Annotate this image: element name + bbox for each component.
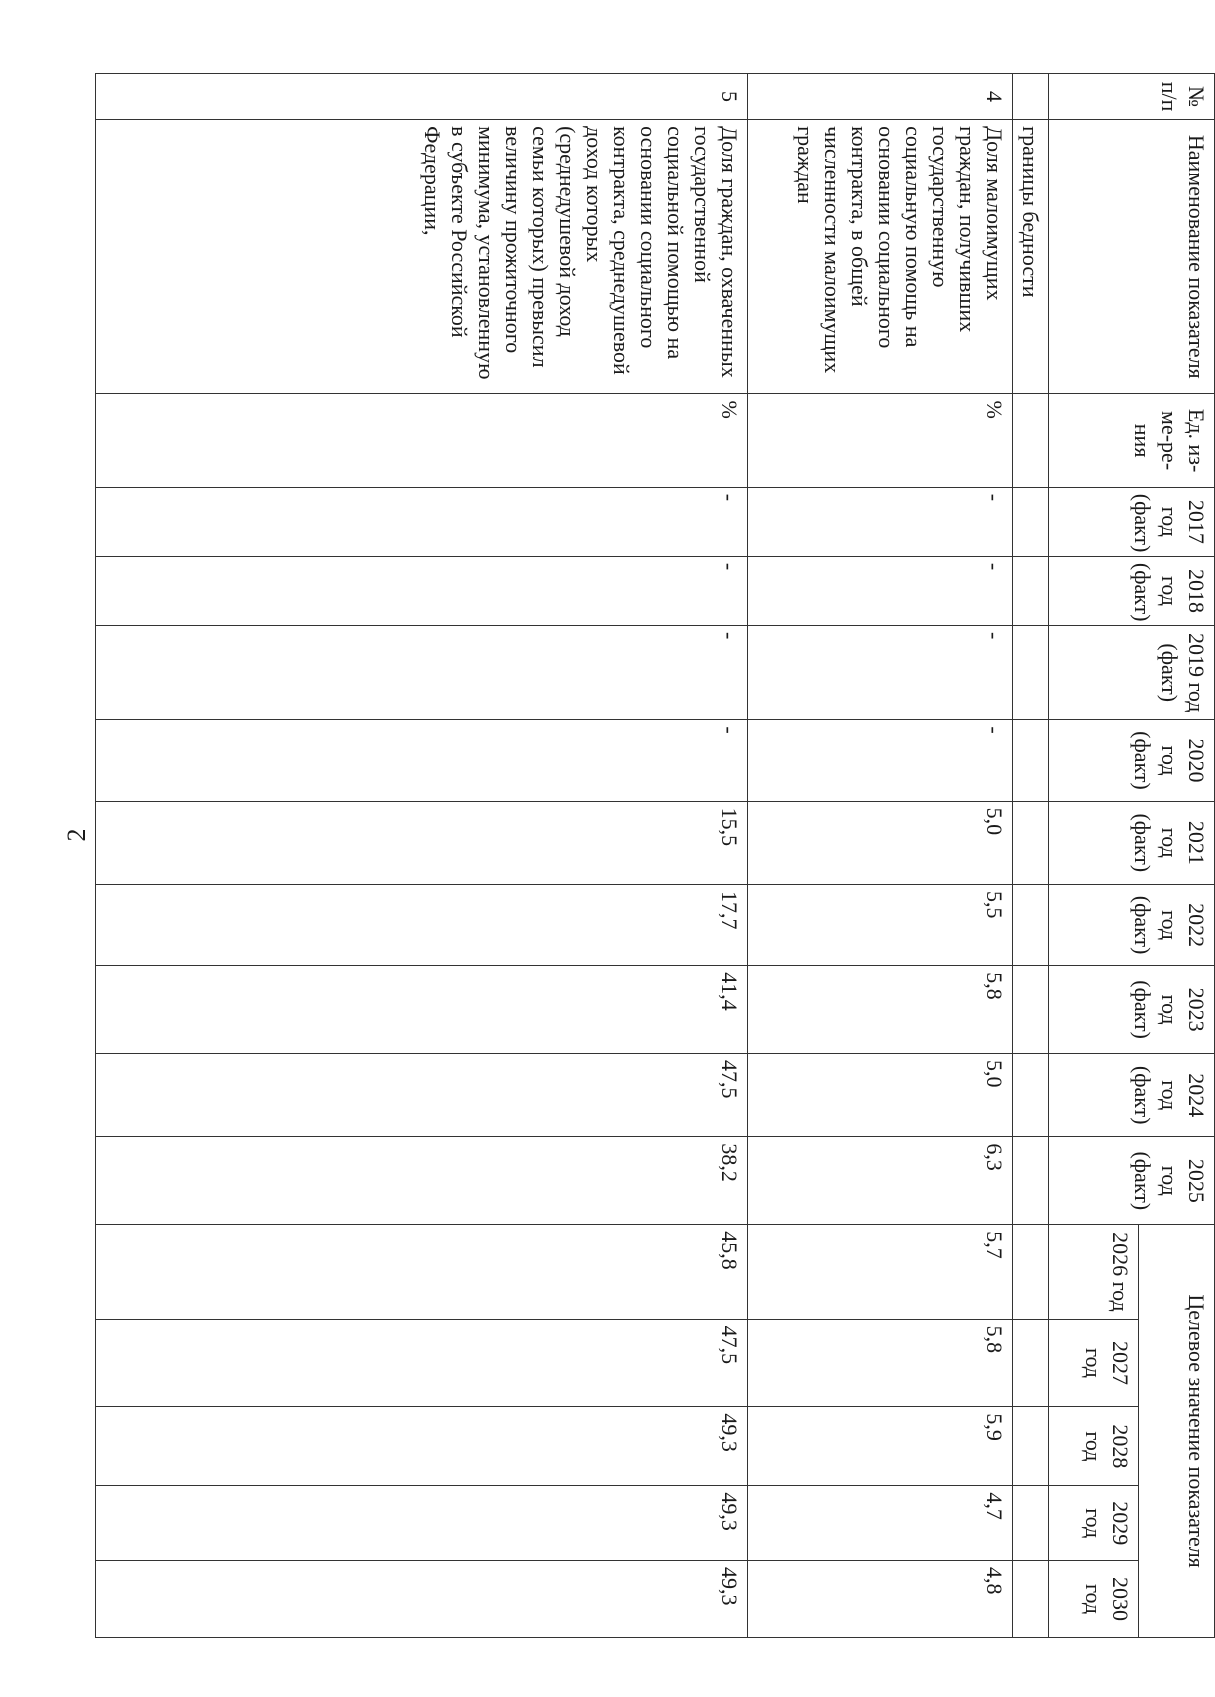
header-year-2022: 2022 год (факт) — [1049, 885, 1215, 966]
target-2029: 49,3 — [96, 1486, 748, 1561]
value-2022: 17,7 — [96, 885, 748, 966]
value-2018: - — [748, 556, 1013, 625]
header-target-2027: 2027 год — [1049, 1319, 1139, 1407]
value-2017: - — [96, 487, 748, 556]
target-2029: 4,7 — [748, 1486, 1013, 1561]
header-target-group: Целевое значение показателя — [1139, 1225, 1215, 1638]
continuation-no — [1013, 74, 1049, 120]
value-2021: 5,0 — [748, 801, 1013, 884]
rotated-table-wrapper — [95, 73, 1215, 1638]
continuation-name: границы бедности — [1013, 120, 1049, 394]
value-2020: - — [748, 720, 1013, 801]
header-unit: Ед. из-ме-ре-ния — [1049, 394, 1215, 487]
header-year-2018: 2018 год (факт) — [1049, 556, 1215, 625]
header-year-2019: 2019 год (факт) — [1049, 626, 1215, 720]
row-number: 5 — [96, 74, 748, 120]
header-year-2023: 2023 год (факт) — [1049, 966, 1215, 1054]
indicators-table — [95, 73, 1215, 1638]
header-target-2030: 2030 год — [1049, 1561, 1139, 1638]
unit-cell: % — [96, 394, 748, 487]
value-2017: - — [748, 487, 1013, 556]
unit-cell: % — [748, 394, 1013, 487]
value-2022: 5,5 — [748, 885, 1013, 966]
header-no: № п/п — [1049, 74, 1215, 120]
header-year-2021: 2021 год (факт) — [1049, 801, 1215, 884]
continuation-row — [1013, 74, 1049, 1638]
table-row — [96, 74, 748, 1638]
value-2025: 38,2 — [96, 1137, 748, 1225]
value-2024: 47,5 — [96, 1054, 748, 1137]
target-2026: 45,8 — [96, 1225, 748, 1319]
value-2019: - — [96, 626, 748, 720]
value-2020: - — [96, 720, 748, 801]
value-2021: 15,5 — [96, 801, 748, 884]
value-2023: 5,8 — [748, 966, 1013, 1054]
target-2028: 49,3 — [96, 1407, 748, 1486]
indicator-name: Доля граждан, охваченных государственной социальной помощью на основании социального контракта, среднедушевой доход которых (среднедушевой доход семьи которых) превысил величину прожиточного минимума, установленную в субъекте Российской Федерации, — [96, 120, 748, 394]
target-2026: 5,7 — [748, 1225, 1013, 1319]
row-number: 4 — [748, 74, 1013, 120]
header-name: Наименование показателя — [1049, 120, 1215, 394]
header-year-2025: 2025 год (факт) — [1049, 1137, 1215, 1225]
header-year-2020: 2020 год (факт) — [1049, 720, 1215, 801]
target-2030: 49,3 — [96, 1561, 748, 1638]
target-2027: 5,8 — [748, 1319, 1013, 1407]
header-year-2017: 2017 год (факт) — [1049, 487, 1215, 556]
target-2028: 5,9 — [748, 1407, 1013, 1486]
header-target-2029: 2029 год — [1049, 1486, 1139, 1561]
header-target-2026: 2026 год — [1049, 1225, 1139, 1319]
header-target-2028: 2028 год — [1049, 1407, 1139, 1486]
table-row — [748, 74, 1013, 1638]
value-2019: - — [748, 626, 1013, 720]
header-row-top — [1139, 74, 1215, 1638]
target-2030: 4,8 — [748, 1561, 1013, 1638]
indicator-name: Доля малоимущих граждан, получивших государственную социальную помощь на основании социального контракта, в общей численности малоимущих граждан — [748, 120, 1013, 394]
value-2025: 6,3 — [748, 1137, 1013, 1225]
value-2023: 41,4 — [96, 966, 748, 1054]
value-2018: - — [96, 556, 748, 625]
page-number: 2 — [62, 828, 91, 842]
target-2027: 47,5 — [96, 1319, 748, 1407]
value-2024: 5,0 — [748, 1054, 1013, 1137]
header-year-2024: 2024 год (факт) — [1049, 1054, 1215, 1137]
